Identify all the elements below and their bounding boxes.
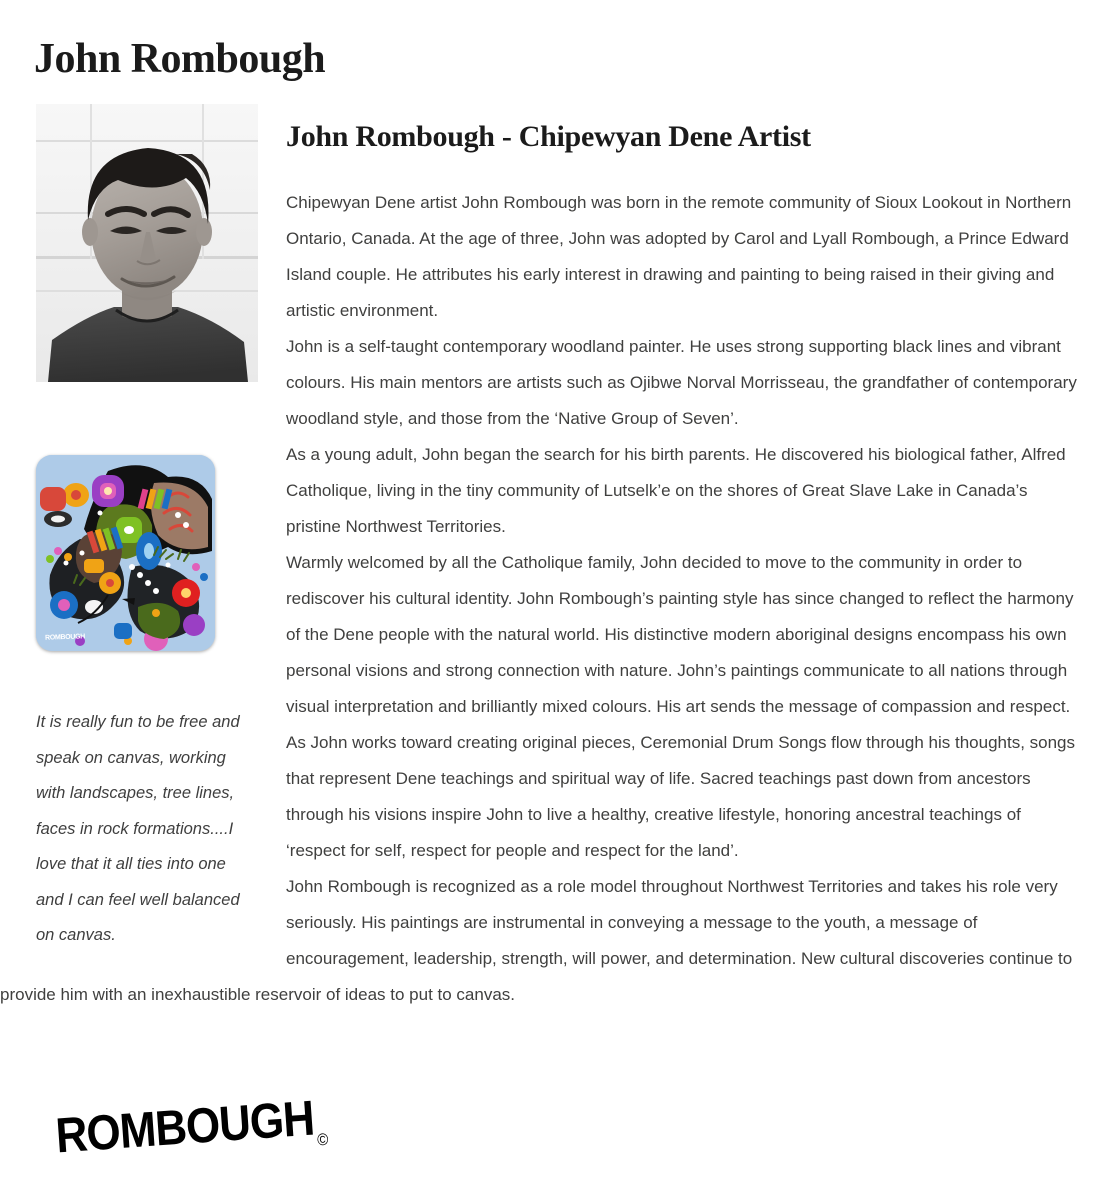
article-heading: John Rombough - Chipewyan Dene Artist	[286, 120, 811, 153]
article-paragraph: Chipewyan Dene artist John Rombough was born in the remote community of Sioux Lookout in Northern Ontario, Canada. At the age of three, John was adopted by Carol and Lyall Rombough, a Prince Edward Island couple. He attributes his early interest in drawing and painting to being raised in their giving and artistic environment.	[286, 192, 1072, 320]
sidebar-media-column	[36, 104, 258, 954]
painting-thumbnail[interactable]	[36, 455, 215, 651]
article-paragraph: As a young adult, John began the search for his birth parents. He discovered his biological father, Alfred Catholique, living in the tiny community of Lutselk’e on the shores of Great Slave Lake in Canada’s pristine Northwest Territories.	[286, 444, 1066, 536]
article-container	[0, 104, 1110, 1013]
painting-image[interactable]	[36, 455, 215, 651]
article-paragraph: Warmly welcomed by all the Catholique family, John decided to move to the community in order to rediscover his cultural identity. John Rombough’s painting style has since changed to reflect the harmony of the Dene people with the natural world. His distinctive modern aboriginal designs encompass his own personal visions and strong connection with nature. John’s paintings communicate to all nations through visual interpretation and brilliantly mixed colours. His art sends the message of compassion and respect.	[286, 552, 1074, 716]
painting-watermark: ROMBOUGH	[44, 633, 86, 642]
painting-illustration	[36, 455, 215, 651]
page-title: John Rombough	[34, 36, 326, 83]
artist-portrait-photo	[36, 104, 258, 382]
article-paragraph: John is a self-taught contemporary woodland painter. He uses strong supporting black lines and vibrant colours. His main mentors are artists such as Ojibwe Norval Morrisseau, the grandfather of contemporary woodland style, and those from the ‘Native Group of Seven’.	[286, 336, 1077, 428]
rombough-logo[interactable]	[54, 1090, 328, 1168]
portrait-illustration	[36, 104, 258, 382]
copyright-icon: ©	[316, 1130, 328, 1150]
article-paragraph: John Rombough is recognized as a role model throughout Northwest Territories and takes his role very seriously. His paintings are instrumental in conveying a message to the youth, a message of encouragement, leadership, strength, will power, and determination. New cultural discoveries continue to provide him with an inexhaustible reservoir of ideas to put to canvas.	[0, 876, 1073, 1004]
artist-quote: It is really fun to be free and speak on canvas, working with landscapes, tree lines, faces in rock formations....I love that it all ties into one and I can feel well balanced on canvas.	[36, 713, 240, 944]
rombough-logo-text: ROMBOUGH	[53, 1090, 316, 1164]
article-paragraph: As John works toward creating original pieces, Ceremonial Drum Songs flow through his thoughts, songs that represent Dene teachings and spiritual way of life. Sacred teachings past down from ancestors through his visions inspire John to live a healthy, creative lifestyle, honoring ancestral teachings of ‘respect for self, respect for people and respect for the land’.	[286, 732, 1076, 860]
